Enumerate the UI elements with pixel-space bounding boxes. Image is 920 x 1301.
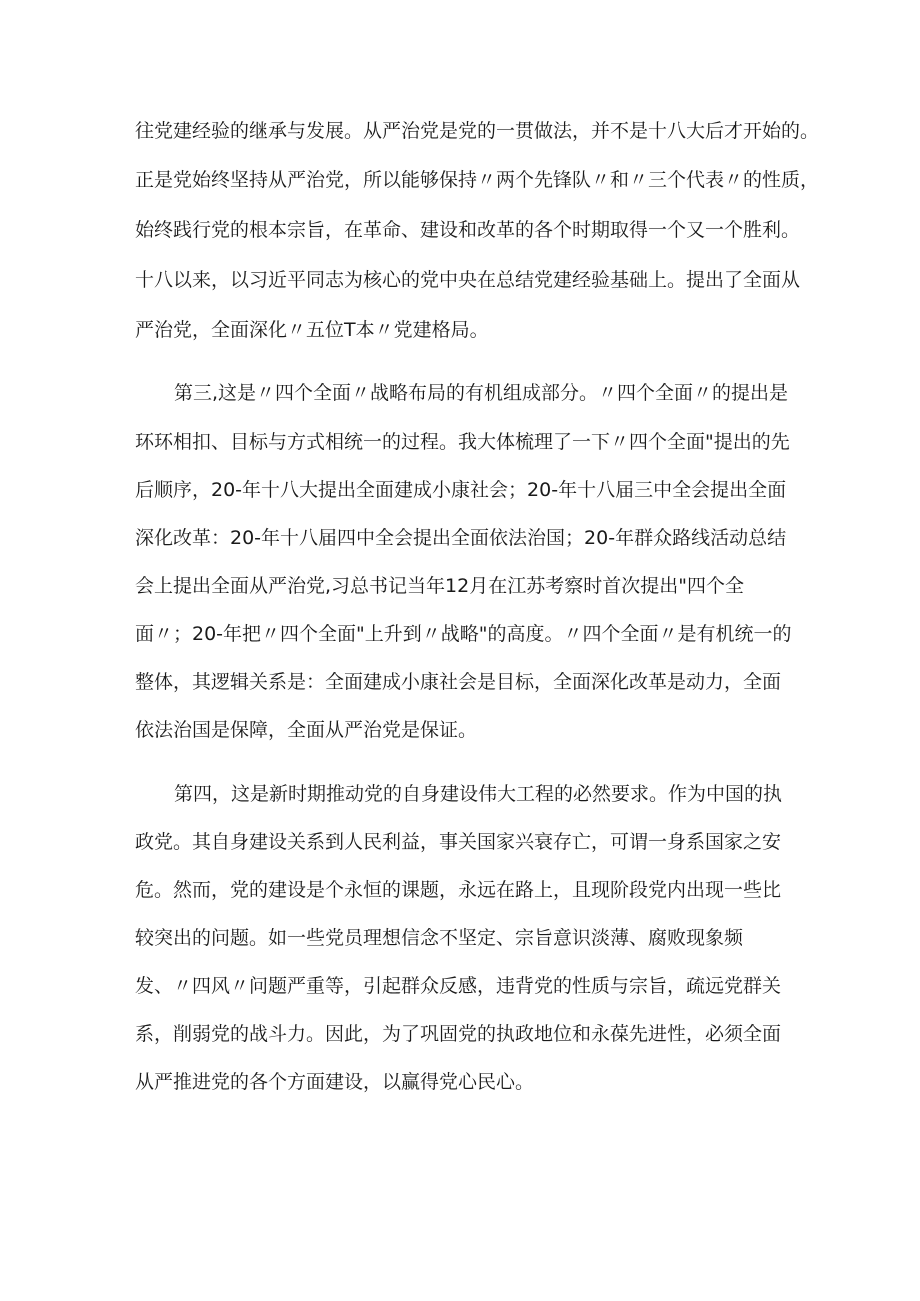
paragraph-3-line-5: 发、〃四风〃问题严重等，引起群众反感，违背党的性质与宗旨，疏远党群关 — [135, 975, 782, 997]
paragraph-1-line-2: 正是党始终坚持从严治党，所以能够保持〃两个先锋队〃和〃三个代表〃的性质， — [135, 169, 820, 191]
paragraph-1-line-3: 始终践行党的根本宗旨，在革命、建设和改革的各个时期取得一个又一个胜利。 — [135, 219, 801, 241]
paragraph-2-line-1: 第三,这是〃四个全面〃战略布局的有机组成部分。〃四个全面〃的提出是 — [174, 382, 789, 404]
paragraph-3-line-1: 第四，这是新时期推动党的自身建设伟大工程的必然要求。作为中国的执 — [174, 783, 783, 805]
paragraph-2-line-2: 环环相扣、目标与方式相统一的过程。我大体梳理了一下〃四个全面"提出的先 — [135, 431, 790, 453]
paragraph-1-line-5: 严治党，全面深化〃五位T本〃党建格局。 — [135, 319, 489, 341]
paragraph-1-line-4: 十八以来，以习近平同志为核心的党中央在总结党建经验基础上。提出了全面从 — [135, 269, 801, 291]
paragraph-2-line-7: 整体，其逻辑关系是：全面建成小康社会是目标，全面深化改革是动力，全面 — [135, 671, 782, 693]
paragraph-2-line-4: 深化改革：20-年十八届四中全会提出全面依法治国；20-年群众路线活动总结 — [135, 527, 787, 549]
paragraph-3-line-3: 危。然而，党的建设是个永恒的课题，永远在路上，且现阶段党内出现一些比 — [135, 879, 782, 901]
paragraph-3-line-6: 系，削弱党的战斗力。因此，为了巩固党的执政地位和永葆先进性，必须全面 — [135, 1023, 782, 1045]
paragraph-1-line-1: 往党建经验的继承与发展。从严治党是党的一贯做法，并不是十八大后才开始的。 — [135, 120, 820, 142]
paragraph-2-line-5: 会上提出全面从严治党,习总书记当年12月在江苏考察时首次提出"四个全 — [135, 575, 744, 597]
paragraph-3-line-4: 较突出的问题。如一些党员理想信念不坚定、宗旨意识淡薄、腐败现象频 — [135, 927, 744, 949]
paragraph-3-line-7: 从严推进党的各个方面建设，以赢得党心民心。 — [135, 1071, 535, 1093]
paragraph-2-line-3: 后顺序，20-年十八大提出全面建成小康社会；20-年十八届三中全会提出全面 — [135, 479, 787, 501]
paragraph-2-line-8: 依法治国是保障，全面从严治党是保证。 — [135, 719, 478, 741]
paragraph-3-line-2: 政党。其自身建设关系到人民利益，事关国家兴衰存亡，可谓一身系国家之安 — [135, 831, 782, 853]
paragraph-2-line-6: 面〃；20-年把〃四个全面"上升到〃战略"的高度。〃四个全面〃是有机统一的 — [135, 623, 792, 645]
